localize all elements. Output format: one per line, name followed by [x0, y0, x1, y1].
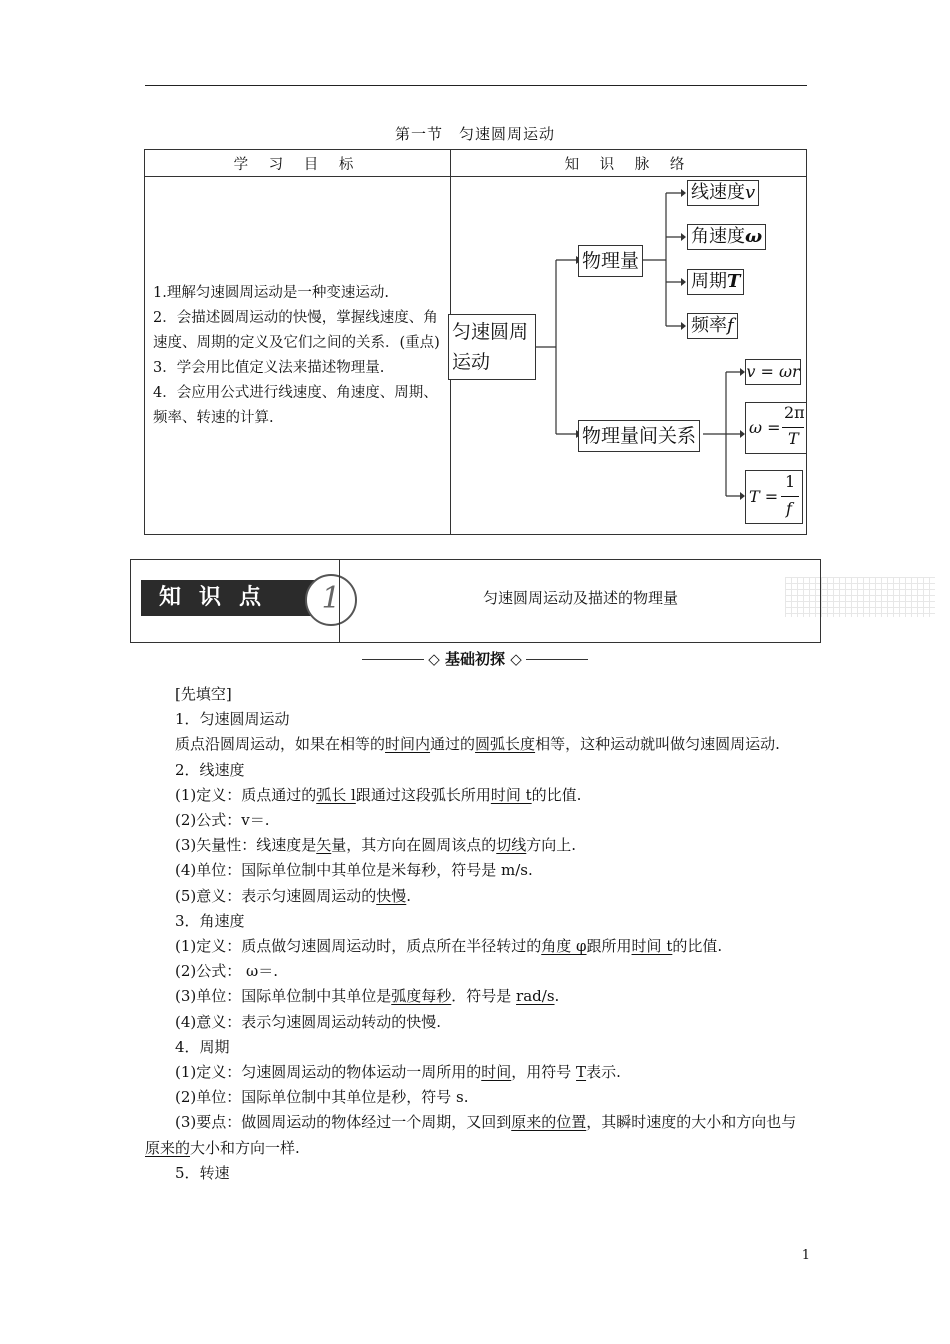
quantity-linear-velocity: 线速度v	[687, 180, 759, 206]
knowledge-point-banner	[130, 559, 821, 643]
body-content	[145, 682, 810, 1186]
quantity-angular-velocity: 角速度ω	[687, 224, 766, 250]
section-number: 第一节	[394, 125, 443, 143]
lv-meaning: (5)意义：表示匀速圆周运动的快慢.	[175, 886, 412, 905]
lv-definition: (1)定义：质点通过的弧长 l跟通过这段弧长所用时间 t的比值.	[175, 785, 582, 804]
goal-item: 1.理解匀速圆周运动是一种变速运动.	[153, 284, 389, 301]
av-meaning: (4)意义：表示匀速圆周运动转动的快慢.	[175, 1012, 442, 1031]
section-heading: ◇ 基础初探 ◇	[0, 648, 950, 669]
relation-omega-period: ω = 2π T	[745, 402, 807, 454]
mindmap-connectors	[0, 0, 950, 560]
goal-item: 3．学会用比值定义法来描述物理量.	[153, 359, 385, 376]
heading-rotation-speed: 5．转速	[175, 1163, 230, 1182]
goal-item: 4．会应用公式进行线速度、角速度、周期、频率、转速的计算.	[153, 384, 438, 426]
heading-angular-velocity: 3．角速度	[175, 911, 245, 930]
section-title: 匀速圆周运动	[459, 125, 556, 143]
period-key-point: (3)要点：做圆周运动的物体经过一个周期，又回到原来的位置，其瞬时速度的大小和方向也与原来的大小和方向一样.	[145, 1113, 797, 1157]
banner-left	[131, 560, 339, 642]
heading-linear-velocity: 2．线速度	[175, 760, 245, 779]
period-definition: (1)定义：匀速圆周运动的物体运动一周所用的时间，用符号 T表示.	[175, 1063, 621, 1082]
av-unit: (3)单位：国际单位制中其单位是弧度每秒．符号是 rad/s.	[175, 987, 560, 1006]
knowledge-point-number: 1	[305, 574, 357, 626]
av-formula: (2)公式： ω＝.	[175, 962, 279, 981]
knowledge-point-title: 匀速圆周运动及描述的物理量	[339, 560, 821, 642]
mindmap-branch-relations: 物理量间关系	[578, 420, 700, 452]
goal-item: 2．会描述圆周运动的快慢，掌握线速度、角速度、周期的定义及它们之间的关系．(重点)	[153, 309, 440, 351]
heading-uniform-circular: 1．匀速圆周运动	[175, 710, 290, 729]
relation-v-omega-r: v = ωr	[745, 359, 801, 385]
mindmap-root: 匀速圆周运动	[448, 314, 536, 380]
period-unit: (2)单位：国际单位制中其单位是秒，符号 s.	[175, 1088, 469, 1107]
heading-period: 4．周期	[175, 1037, 230, 1056]
lv-formula: (2)公式：v＝.	[175, 811, 270, 830]
mindmap-branch-quantities: 物理量	[578, 245, 643, 277]
col-header-goals: 学 习 目 标	[145, 150, 451, 177]
lv-unit: (4)单位：国际单位制中其单位是米每秒，符号是 m/s.	[175, 861, 533, 880]
relation-period-frequency: T = 1 f	[745, 470, 803, 524]
paragraph-uniform-circular: 质点沿圆周运动，如果在相等的时间内通过的圆弧长度相等，这种运动就叫做匀速圆周运动.	[175, 735, 780, 754]
quantity-frequency: 频率f	[687, 313, 738, 339]
page-number: 1	[801, 1248, 810, 1263]
av-definition: (1)定义：质点做匀速圆周运动时，质点所在半径转过的角度 φ跟所用时间 t的比值.	[175, 937, 723, 956]
quantity-period: 周期T	[687, 269, 744, 295]
col-header-knowledge: 知 识 脉 络	[451, 150, 807, 177]
fill-tag: [先填空]	[175, 685, 232, 703]
lv-vector: (3)矢量性：线速度是矢量，其方向在圆周该点的切线方向上.	[175, 836, 577, 855]
knowledge-point-label: 知识点	[141, 580, 319, 616]
